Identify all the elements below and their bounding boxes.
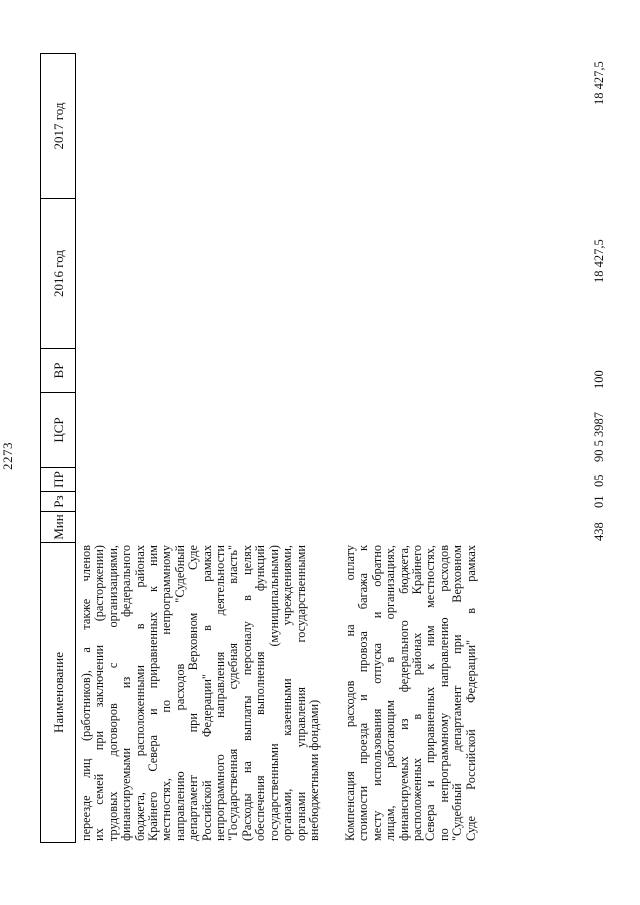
header-pr: ПР [41,467,76,491]
name-line: бюджета, расположенными в районах [132,545,147,841]
name-line: органами управления государственными [293,545,308,841]
name-line: департамент при Верховном Суде [186,545,201,841]
name-line: непрограммного направления деятельности [213,545,228,841]
name-line: Суде Российской Федерации" в рамках [463,545,478,841]
header-2016: 2016 год [41,198,76,348]
name-line: направлению расходов "Судебный [172,545,187,841]
header-rz: Рз [41,491,76,511]
name-line: расположенных в районах Крайнего [410,545,425,841]
row-2-csr: 90 5 3987 [592,412,606,462]
name-line: по непрограммному направлению расходов [436,545,451,841]
row-2-2017: 18 427,5 [592,61,606,105]
header-csr: ЦСР [41,392,76,467]
row-2-min: 438 [592,522,606,541]
row-2-vr: 100 [592,370,606,389]
name-line: Крайнего Севера и приравненных к ним [146,545,161,841]
name-line: их семей при заключении (расторжении) [92,545,107,841]
row-2-pr: 05 [592,474,606,487]
name-line: Компенсация расходов на оплату [343,545,357,841]
name-line: государственными (муниципальными) [266,545,281,841]
name-line: финансируемыми из федерального [119,545,134,841]
name-line: лицам, работающим в организациях, [383,545,398,841]
name-line: Севера и приравненных к ним местностях, [423,545,438,841]
name-line: стоимости проезда и провоза багажа к [356,545,371,841]
header-2017: 2017 год [41,53,76,198]
row-2-name [344,543,478,843]
name-line: обеспечения выполнения функций [253,545,268,841]
name-line: "Государственная судебная власть" [226,545,241,841]
name-line: внебюджетными фондами) [306,699,321,841]
table-header [40,53,76,843]
rotated-page-content [40,53,620,843]
row-2-2016: 18 427,5 [592,239,606,283]
page-number: 2273 [0,442,15,470]
row-1-name [80,543,321,843]
name-line: "Судебный департамент при Верховном [450,545,465,841]
name-line: финансируемых из федерального бюджета, [396,545,411,841]
name-line: местностях, по непрограммному [159,545,174,841]
row-2-rz: 01 [592,495,606,508]
name-line: органами, казенными учреждениями, [280,545,295,841]
header-name: Наименование [41,542,76,842]
header-vr: ВР [41,348,76,392]
budget-table [40,53,620,843]
name-line: переезде лиц (работников), а также членов [79,545,93,841]
name-line: трудовых договоров с организациями, [105,545,120,841]
name-line: (Расходы на выплаты персоналу в целях [239,545,254,841]
name-line: месту использования отпуска и обратно [369,545,384,841]
header-min: Мин [41,511,76,542]
name-line: Российской Федерации" в рамках [199,545,214,841]
